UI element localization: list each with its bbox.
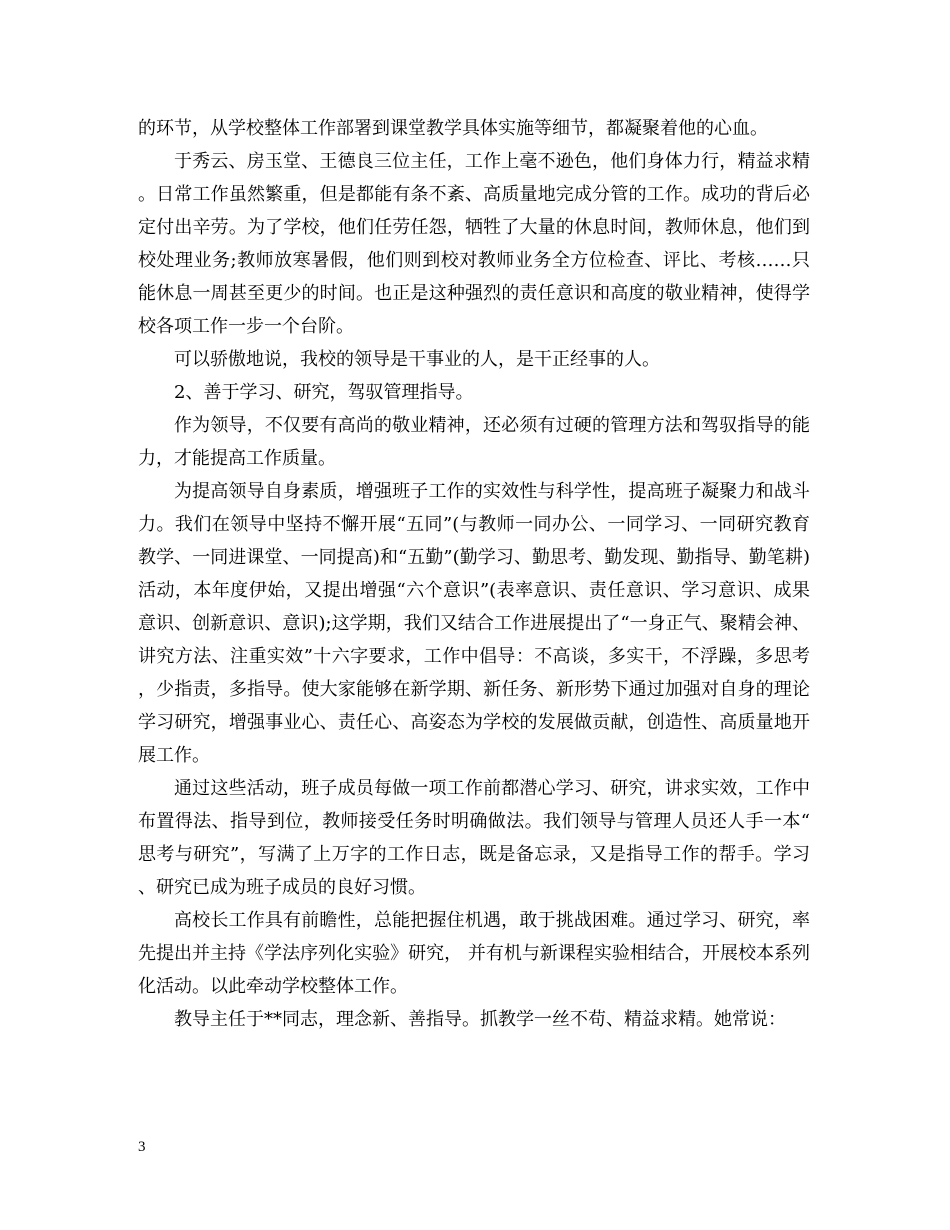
- body-text: [138, 112, 810, 1036]
- paragraph-1: 的环节，从学校整体工作部署到课堂教学具体实施等细节，都凝聚着他的心血。: [138, 118, 768, 139]
- paragraph-9: 教导主任于**同志，理念新、善指导。抓教学一丝不苟、精益求精。她常说：: [174, 1009, 786, 1030]
- paragraph-7: 通过这些活动，班子成员每做一项工作前都潜心学习、研究，讲求实效，工作中布置得法、指导到位，教师接受任务时明确做法。我们领导与管理人员还人手一本“思考与研究”，写满了上万字的工作日志，既是备忘录，又是指导工作的帮手。学习、研究已成为班子成员的良好习惯。: [138, 778, 810, 898]
- paragraph-3: 可以骄傲地说，我校的领导是干事业的人，是干正经事的人。: [174, 349, 660, 370]
- page-number: 3: [138, 1139, 146, 1155]
- paragraph-4: 2、善于学习、研究，驾驭管理指导。: [174, 382, 474, 403]
- paragraph-2: 于秀云、房玉堂、王德良三位主任，工作上毫不逊色，他们身体力行，精益求精。日常工作虽然繁重，但是都能有条不紊、高质量地完成分管的工作。成功的背后必定付出辛劳。为了学校，他们任劳任怨，牺牲了大量的休息时间，教师休息，他们到校处理业务;教师放寒暑假，他们则到校对教师业务全方位检查、评比、考核……只能休息一周甚至更少的时间。也正是这种强烈的责任意识和高度的敬业精神，使得学校各项工作一步一个台阶。: [138, 151, 810, 337]
- paragraph-8: 高校长工作具有前瞻性，总能把握住机遇，敢于挑战困难。通过学习、研究，率先提出并主持《学法序列化实验》研究， 并有机与新课程实验相结合，开展校本系列化活动。以此牵动学校整体工作。: [138, 910, 810, 997]
- paragraph-5: 作为领导，不仅要有高尚的敬业精神，还必须有过硬的管理方法和驾驭指导的能力，才能提高工作质量。: [138, 415, 810, 469]
- paragraph-6: 为提高领导自身素质，增强班子工作的实效性与科学性，提高班子凝聚力和战斗力。我们在领导中坚持不懈开展“五同”(与教师一同办公、一同学习、一同研究教育教学、一同进课堂、一同提高)和“五勤”(勤学习、勤思考、勤发现、勤指导、勤笔耕)活动，本年度伊始，又提出增强“六个意识”(表率意识、责任意识、学习意识、成果意识、创新意识、意识);这学期，我们又结合工作进展提出了“一身正气、聚精会神、讲究方法、注重实效”十六字要求，工作中倡导：不高谈，多实干，不浮躁，多思考，少指责，多指导。使大家能够在新学期、新任务、新形势下通过加强对自身的理论学习研究，增强事业心、责任心、高姿态为学校的发展做贡献，创造性、高质量地开展工作。: [138, 481, 810, 766]
